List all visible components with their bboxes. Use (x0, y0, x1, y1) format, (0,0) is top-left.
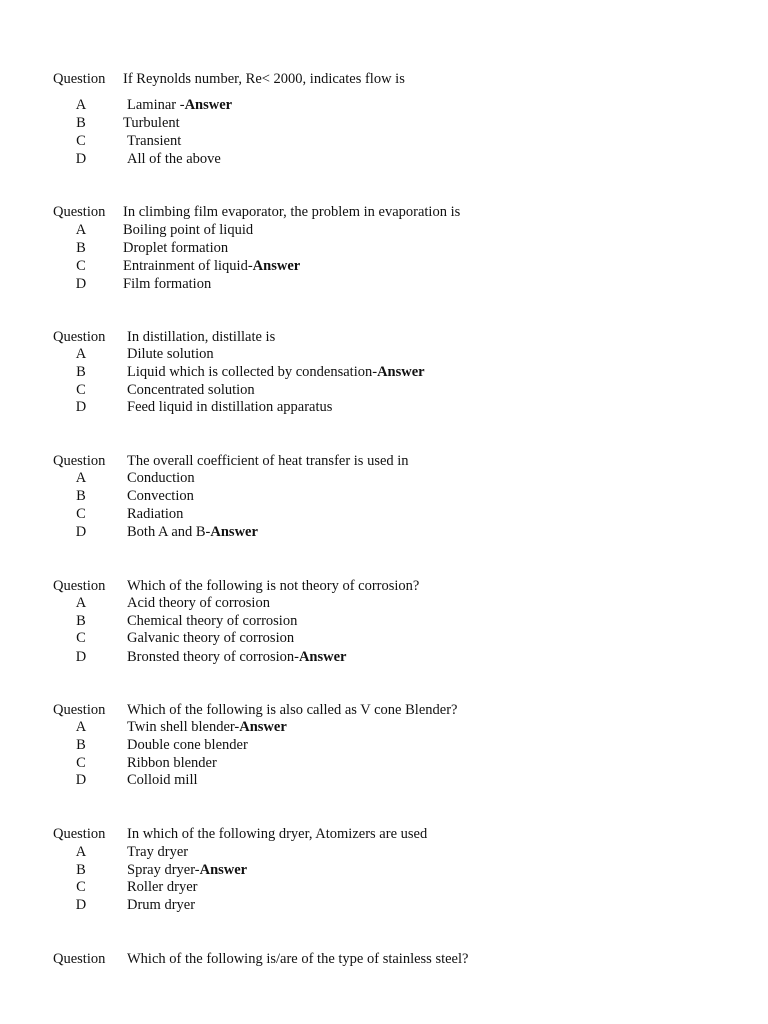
answer-marker: Answer (252, 258, 301, 274)
question-label: Question (53, 329, 106, 345)
option-letter: C (76, 630, 86, 646)
question-text: Which of the following is/are of the type of stainless steel? (127, 951, 469, 967)
option-text: Turbulent (123, 115, 180, 131)
option-text: Both A and B-Answer (127, 524, 258, 540)
option-text: Bronsted theory of corrosion-Answer (127, 649, 347, 665)
option-letter: C (76, 879, 86, 895)
option-letter: D (75, 276, 87, 292)
option-text: Twin shell blender-Answer (127, 719, 287, 735)
question-text: Which of the following is not theory of corrosion? (127, 578, 420, 594)
question-label: Question (53, 204, 106, 220)
question-label: Question (53, 453, 106, 469)
option-letter: A (75, 97, 87, 113)
option-letter: C (76, 755, 86, 771)
answer-marker: Answer (377, 364, 425, 380)
option-text: Feed liquid in distillation apparatus (127, 399, 333, 415)
question-text: If Reynolds number, Re< 2000, indicates flow is (123, 71, 405, 87)
question-text: Which of the following is also called as V cone Blender? (127, 702, 458, 718)
option-text: Transient (127, 133, 182, 149)
option-letter: D (75, 772, 87, 788)
answer-marker: Answer (199, 862, 248, 878)
option-letter: C (76, 382, 86, 398)
question-label: Question (53, 578, 106, 594)
option-letter: B (76, 364, 86, 380)
option-letter: B (76, 737, 86, 753)
option-text: Double cone blender (127, 737, 248, 753)
option-text: Ribbon blender (127, 755, 217, 771)
option-text: Galvanic theory of corrosion (127, 630, 295, 646)
option-text: Conduction (127, 470, 195, 486)
option-letter: D (75, 897, 87, 913)
question-label: Question (53, 826, 106, 842)
option-letter: D (75, 524, 87, 540)
option-text: Roller dryer (127, 879, 198, 895)
option-text: Dilute solution (127, 346, 214, 362)
question-text: In distillation, distillate is (127, 329, 276, 345)
option-letter: A (75, 595, 87, 611)
option-letter: B (76, 862, 86, 878)
option-text: Liquid which is collected by condensation-Answer (127, 364, 425, 380)
question-text: In which of the following dryer, Atomizers are used (127, 826, 428, 842)
option-letter: D (75, 151, 87, 167)
option-letter: A (75, 470, 87, 486)
option-text: Droplet formation (123, 240, 229, 256)
option-letter: A (75, 346, 87, 362)
answer-marker: Answer (298, 649, 347, 665)
option-text: Radiation (127, 506, 184, 522)
option-letter: A (75, 222, 87, 238)
option-text: Drum dryer (127, 897, 196, 913)
question-label: Question (53, 702, 106, 718)
option-text: Acid theory of corrosion (127, 595, 270, 611)
option-text: Boiling point of liquid (123, 222, 254, 238)
option-text: All of the above (127, 151, 221, 167)
question-text: The overall coefficient of heat transfer is used in (127, 453, 409, 469)
option-letter: B (76, 115, 86, 131)
option-letter: C (76, 133, 86, 149)
option-text: Chemical theory of corrosion (127, 613, 298, 629)
option-text: Tray dryer (127, 844, 189, 860)
option-letter: A (75, 844, 87, 860)
answer-marker: Answer (184, 97, 233, 113)
option-letter: D (75, 399, 87, 415)
answer-marker: Answer (210, 524, 258, 540)
option-letter: B (76, 240, 86, 256)
option-letter: A (75, 719, 87, 735)
option-letter: B (76, 488, 86, 504)
option-text: Colloid mill (127, 772, 198, 788)
option-text: Concentrated solution (127, 382, 255, 398)
option-text: Convection (127, 488, 194, 504)
question-label: Question (53, 71, 106, 87)
question-text: In climbing film evaporator, the problem in evaporation is (123, 204, 461, 220)
option-letter: D (75, 649, 87, 665)
answer-marker: Answer (239, 719, 287, 735)
question-label: Question (53, 951, 106, 967)
option-text: Entrainment of liquid-Answer (123, 258, 301, 274)
option-letter: C (76, 258, 86, 274)
option-letter: B (76, 613, 86, 629)
option-text: Film formation (123, 276, 212, 292)
option-letter: C (76, 506, 86, 522)
option-text: Spray dryer-Answer (127, 862, 248, 878)
option-text: Laminar -Answer (127, 97, 233, 113)
